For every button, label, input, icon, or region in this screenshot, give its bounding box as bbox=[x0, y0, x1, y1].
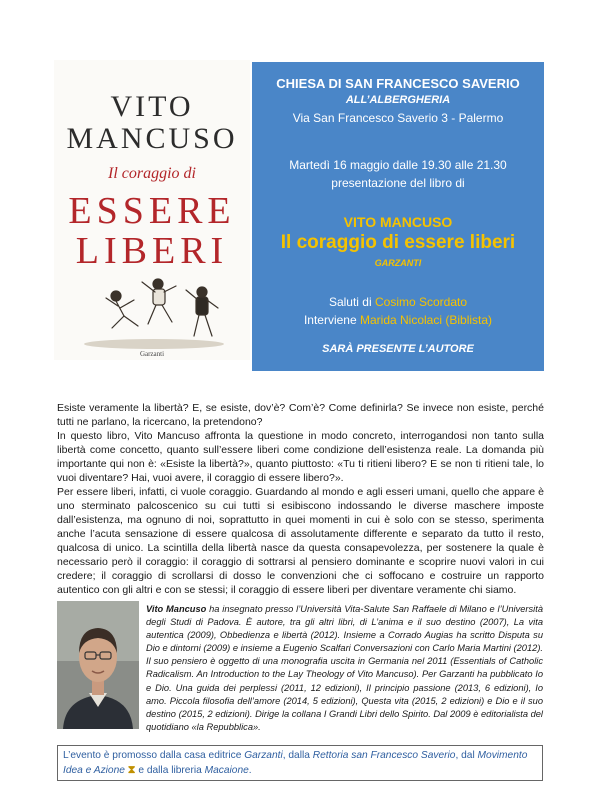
footer-rettoria: Rettoria san Francesco Saverio bbox=[312, 750, 456, 761]
book-cover bbox=[54, 60, 250, 360]
promoters-box bbox=[57, 745, 543, 781]
author-biography bbox=[146, 603, 543, 734]
cover-subtitle: Il coraggio di bbox=[108, 165, 196, 182]
presentation-label: presentazione del libro di bbox=[331, 176, 465, 190]
description-paragraph-1: Esiste veramente la libertà? E, se esiste, dov’è? Com’è? Come definirla? Se invece non esiste, perché tutti ne parlano, la ricercano, la pretendono? bbox=[57, 402, 544, 428]
book-description bbox=[57, 401, 544, 597]
greetings-name: Cosimo Scordato bbox=[374, 295, 468, 309]
cover-illustration bbox=[54, 270, 250, 350]
cover-publisher: Garzanti bbox=[139, 350, 165, 358]
event-address: Via San Francesco Saverio 3 - Palermo bbox=[292, 111, 504, 125]
event-author: VITO MANCUSO bbox=[343, 214, 453, 230]
greetings-line bbox=[252, 295, 544, 309]
movimento-logo-icon: ⧗ bbox=[127, 764, 136, 776]
footer-text-4: e dalla libreria bbox=[135, 765, 205, 776]
description-paragraph-3: Per essere liberi, infatti, ci vuole coraggio. Guardando al mondo e agli esseri umani, quello che appare è uno sterminato palcoscenico su cui tutti si esibiscono indossando le diverse maschere imposte dall’esistenza, ma ognuno di noi, soprattutto in quei momenti in cui è solo con se stesso, sperimenta anche l’acuta sensazione di essere qualcosa di assolutamente differente e separato da tutto il resto, qualcosa di unico. La scintilla della libertà nasce da questa consapevolezza, per sostenere la quale è necessario però il coraggio: il coraggio di sottrarsi al pensiero dominante e scoprire nuovi valori in cui credere; il coraggio di scrollarsi di dosso le convenzioni che ci soffocano e costruire un rapporto autentico con gli altri e con se stessi; il coraggio di essere liberi per diventare veramente chi siamo. bbox=[57, 486, 544, 596]
bio-text: ha insegnato presso l’Università Vita-Salute San Raffaele di Milano e l’Università degli Studi di Padova. È autore, tra gli altri libri, di L’anima e il suo destino (2007), La vita autentica (2009), Obbedienza e libertà (2012). Insieme a Corrado Augias ha scritto Disputa su Dio e dintorni (2009) e insieme a Eugenio Scalfari Conversazioni con Carlo Maria Martini (2012). Il suo pensiero è oggetto di una monografia uscita in Germania nel 2011 (Essentials of Catholic Radicalism. An Introduction to the Lay Theology of Vito Mancuso). Per Garzanti ha pubblicato Io e Dio. Una guida dei perplessi (2011, 12 edizioni), Il principio passione (2013, 6 edizioni), Io amo. Piccola filosofia dell’amore (2014, 5 edizioni), Questa vita (2015, 2 edizioni) e Dio e il suo destino (2015, 2 edizioni). Dirige la collana I Grandi Libri dello Spirito. Dal 2009 è editorialista del quotidiano «la Repubblica». bbox=[146, 604, 543, 732]
cover-title-line2: LIBERI bbox=[75, 230, 229, 272]
speaker-line bbox=[252, 313, 544, 327]
footer-text-3: , dal bbox=[455, 750, 478, 761]
event-publisher: GARZANTI bbox=[374, 258, 422, 268]
event-date: Martedì 16 maggio dalle 19.30 alle 21.30 bbox=[289, 158, 507, 172]
footer-text-2: , dalla bbox=[282, 750, 313, 761]
cover-author-last: MANCUSO bbox=[66, 122, 238, 155]
greetings-prefix: Saluti di bbox=[328, 295, 375, 309]
speaker-prefix: Interviene bbox=[303, 313, 360, 327]
footer-macaione: Macaione bbox=[204, 765, 249, 776]
bio-author-name: Vito Mancuso bbox=[146, 604, 207, 614]
footer-garzanti: Garzanti bbox=[244, 750, 283, 761]
footer-movimento: Movimento Idea e Azione bbox=[63, 750, 528, 776]
event-book-title: Il coraggio di essere liberi bbox=[280, 232, 516, 253]
church-name: CHIESA DI SAN FRANCESCO SAVERIO bbox=[276, 76, 520, 91]
cover-author-first: VITO bbox=[110, 90, 194, 123]
author-photo bbox=[57, 601, 139, 729]
speaker-name: Marida Nicolaci (Biblista) bbox=[360, 313, 493, 327]
footer-text-5: . bbox=[248, 765, 252, 776]
author-present-notice: SARÀ PRESENTE L’AUTORE bbox=[322, 343, 474, 355]
footer-text-1: L’evento è promosso dalla casa editrice bbox=[63, 750, 245, 761]
description-paragraph-2: In questo libro, Vito Mancuso affronta la questione in modo concreto, interrogandosi non tanto sulla libertà come concetto, quanto sull’essere liberi come condizione dell’esistenza reale. La domanda più importante qui non è: «Esiste la libertà?», quanto piuttosto: «Tu ti ritieni libero? E se non ti ritieni tale, lo vuoi diventare? Hai, vuoi avere, il coraggio di essere libero?». bbox=[57, 430, 544, 484]
church-district: ALL’ALBERGHERIA bbox=[345, 94, 451, 106]
cover-title-line1: ESSERE bbox=[68, 190, 236, 232]
event-info-box bbox=[252, 62, 544, 371]
